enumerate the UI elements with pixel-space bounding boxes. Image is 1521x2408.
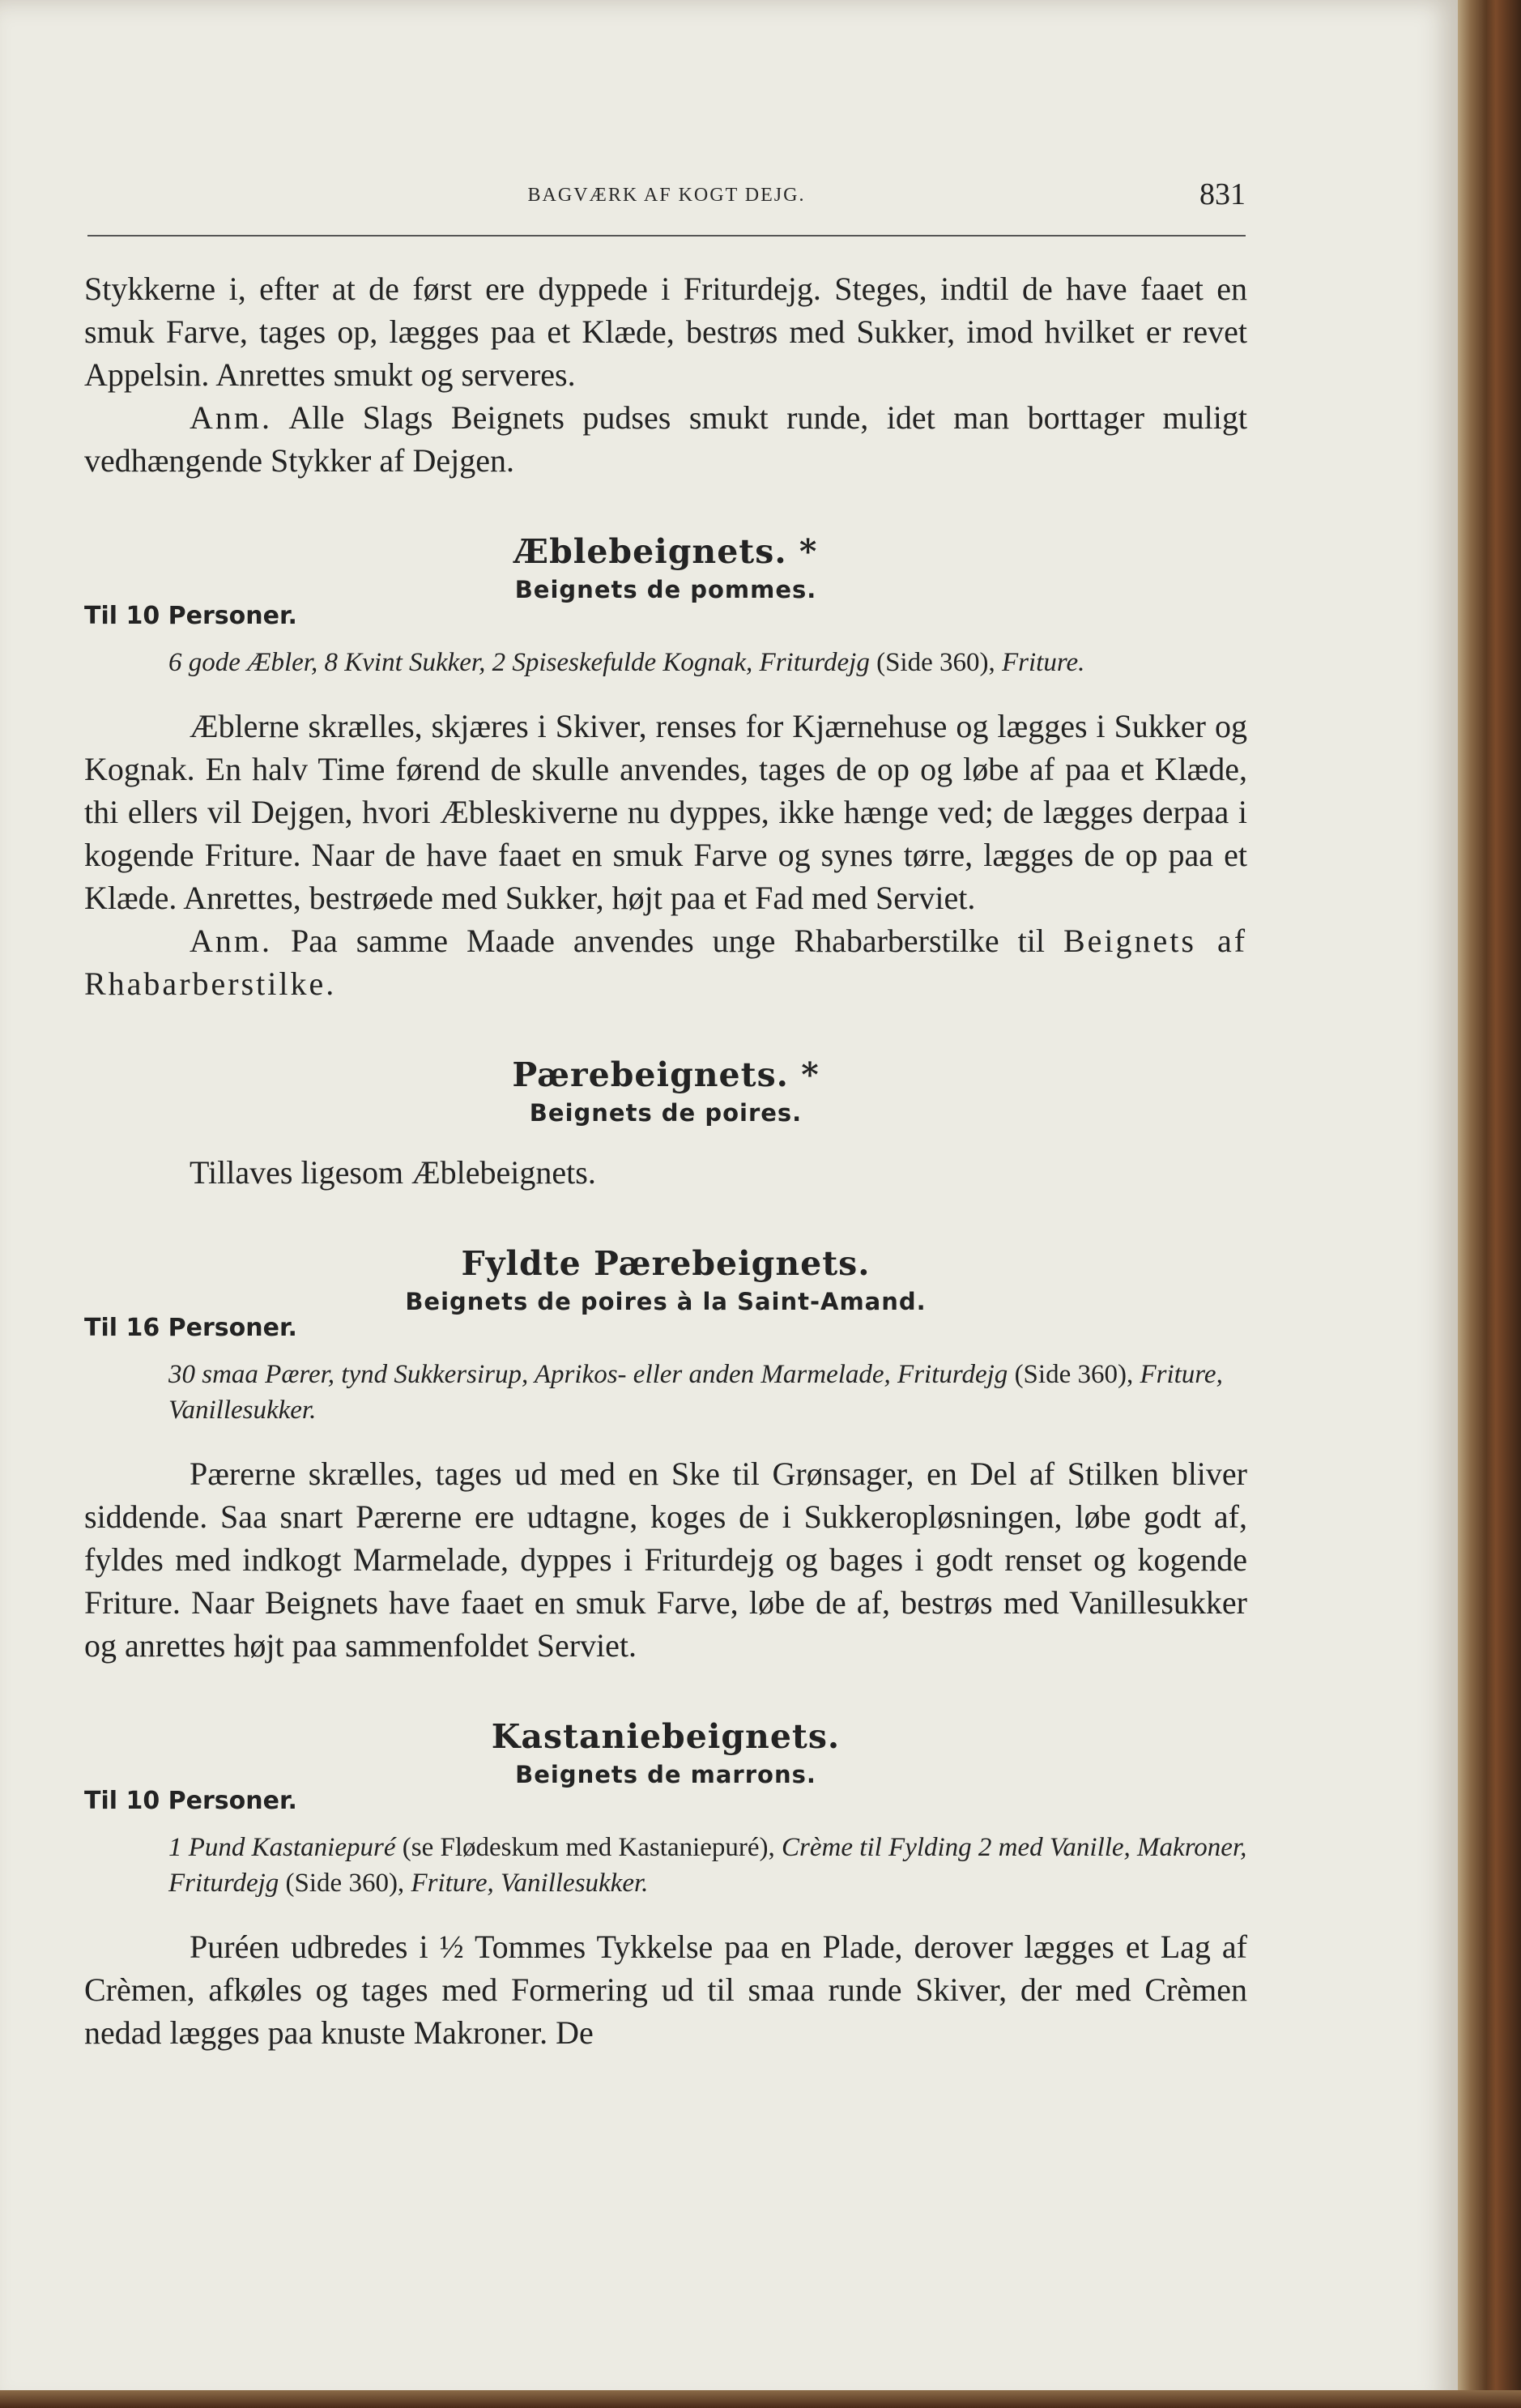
recipe-body: Pærerne skrælles, tages ud med en Ske til Grønsager, en Del af Stilken bliver siddende. Saa snart Pærerne ere udtagne, koges de i Sukkeropløsningen, løbe godt af, fyldes med indkogt Marmelade, dyppes i Friturdejg og bages i godt renset og kogende Friture. Naar Beignets have faaet en smuk Farve, løbe de af, bestrøs med Vanillesukker og anrettes højt paa sammenfoldet Serviet. xyxy=(84,1455,1247,1664)
ingredients-tail: Crème til Fylding 2 med Vanille, Makroner, Friturdejg xyxy=(168,1833,1247,1898)
intro-paragraph: Stykkerne i, efter at de først ere dyppede i Friturdejg. Steges, indtil de have faaet en smuk Farve, tages op, lægges paa et Klæde, bestrøs med Sukker, imod hvilket er revet Appelsin. Anrettes smukt og serveres. xyxy=(84,271,1247,393)
recipe-body: Æblerne skrælles, skjæres i Skiver, renses for Kjærnehuse og lægges i Sukker og Kognak. En halv Time førend de skulle anvendes, tages de op og løbe af paa et Klæde, thi ellers vil Dejgen, hvori Æbleskiverne nu dyppes, ikke hænge ved; de lægges derpaa i kogende Friture. Naar de have faaet en smuk Farve og synes tørre, lægges de op paa et Klæde. Anrettes, bestrøede med Sukker, højt paa et Fad med Serviet. xyxy=(84,708,1247,916)
note-spaced-text: Beignets af Rhabarberstilke. xyxy=(84,923,1248,1002)
recipe-ingredients xyxy=(168,1357,1247,1428)
recipe-title: Kastaniebeignets. xyxy=(491,1717,841,1756)
note-label: Anm. xyxy=(190,399,272,436)
page-bottom-edge xyxy=(0,2390,1521,2408)
ingredients-tail-2: Friture, Vanillesukker. xyxy=(411,1869,649,1898)
recipe-note xyxy=(84,919,1247,1005)
page-number: 831 xyxy=(1199,177,1246,211)
header-rule xyxy=(87,235,1246,237)
ingredients-ref: (Side 360), xyxy=(876,648,995,677)
ingredients-list: 6 gode Æbler, 8 Kvint Sukker, 2 Spiseskefulde Kognak, Friturdejg xyxy=(168,648,870,677)
recipe-fyldte-paerebeignets xyxy=(84,1244,1247,1667)
recipe-persons: Til 10 Personer. xyxy=(84,602,297,630)
ingredients-list: 30 smaa Pærer, tynd Sukkersirup, Aprikos- eller anden Marmelade, Friturdejg xyxy=(168,1360,1008,1389)
page-content xyxy=(84,267,1247,2054)
running-head xyxy=(87,177,1246,225)
running-head-title: BAGVÆRK AF KOGT DEJG. xyxy=(527,185,806,206)
recipe-persons: Til 16 Personer. xyxy=(84,1314,297,1342)
recipe-paerebeignets xyxy=(84,1055,1247,1194)
recipe-kastaniebeignets xyxy=(84,1717,1247,2054)
intro-note xyxy=(84,396,1247,482)
recipe-title: Fyldte Pærebeignets. xyxy=(461,1244,871,1283)
recipe-aeblebeignets xyxy=(84,532,1247,1005)
ingredients-list: 1 Pund Kastaniepuré xyxy=(168,1833,396,1862)
recipe-title: Pærebeignets. * xyxy=(512,1055,820,1094)
recipe-subtitle: Beignets de pommes. xyxy=(514,576,817,603)
ingredients-tail: Friture. xyxy=(1001,648,1085,677)
recipe-subtitle: Beignets de poires à la Saint-Amand. xyxy=(405,1288,927,1315)
ingredients-ref: (Side 360), xyxy=(1014,1360,1134,1389)
ingredients-ref: (se Flødeskum med Kastaniepuré), xyxy=(402,1833,775,1862)
recipe-ingredients xyxy=(168,1830,1247,1901)
note-text: Alle Slags Beignets pudses smukt runde, idet man borttager muligt vedhængende Stykker af Dejgen. xyxy=(84,399,1247,479)
recipe-ingredients xyxy=(168,645,1247,680)
recipe-body: Tillaves ligesom Æblebeignets. xyxy=(190,1154,596,1191)
ingredients-tail: Friture, Vanillesukker. xyxy=(168,1360,1223,1425)
recipe-subtitle: Beignets de marrons. xyxy=(515,1761,816,1788)
recipe-persons: Til 10 Personer. xyxy=(84,1787,297,1815)
recipe-body: Puréen udbredes i ½ Tommes Tykkelse paa en Plade, derover lægges et Lag af Crèmen, afkøles og tages med Formering ud til smaa runde Skiver, der med Crèmen nedad lægges paa knuste Makroner. De xyxy=(84,1929,1247,2051)
recipe-title: Æblebeignets. * xyxy=(513,532,818,571)
book-spine xyxy=(1458,0,1521,2408)
ingredients-ref-2: (Side 360), xyxy=(285,1869,405,1898)
note-text: Paa samme Maade anvendes unge Rhabarberstilke til xyxy=(291,923,1045,959)
note-label: Anm. xyxy=(190,923,272,959)
recipe-subtitle: Beignets de poires. xyxy=(529,1099,803,1127)
